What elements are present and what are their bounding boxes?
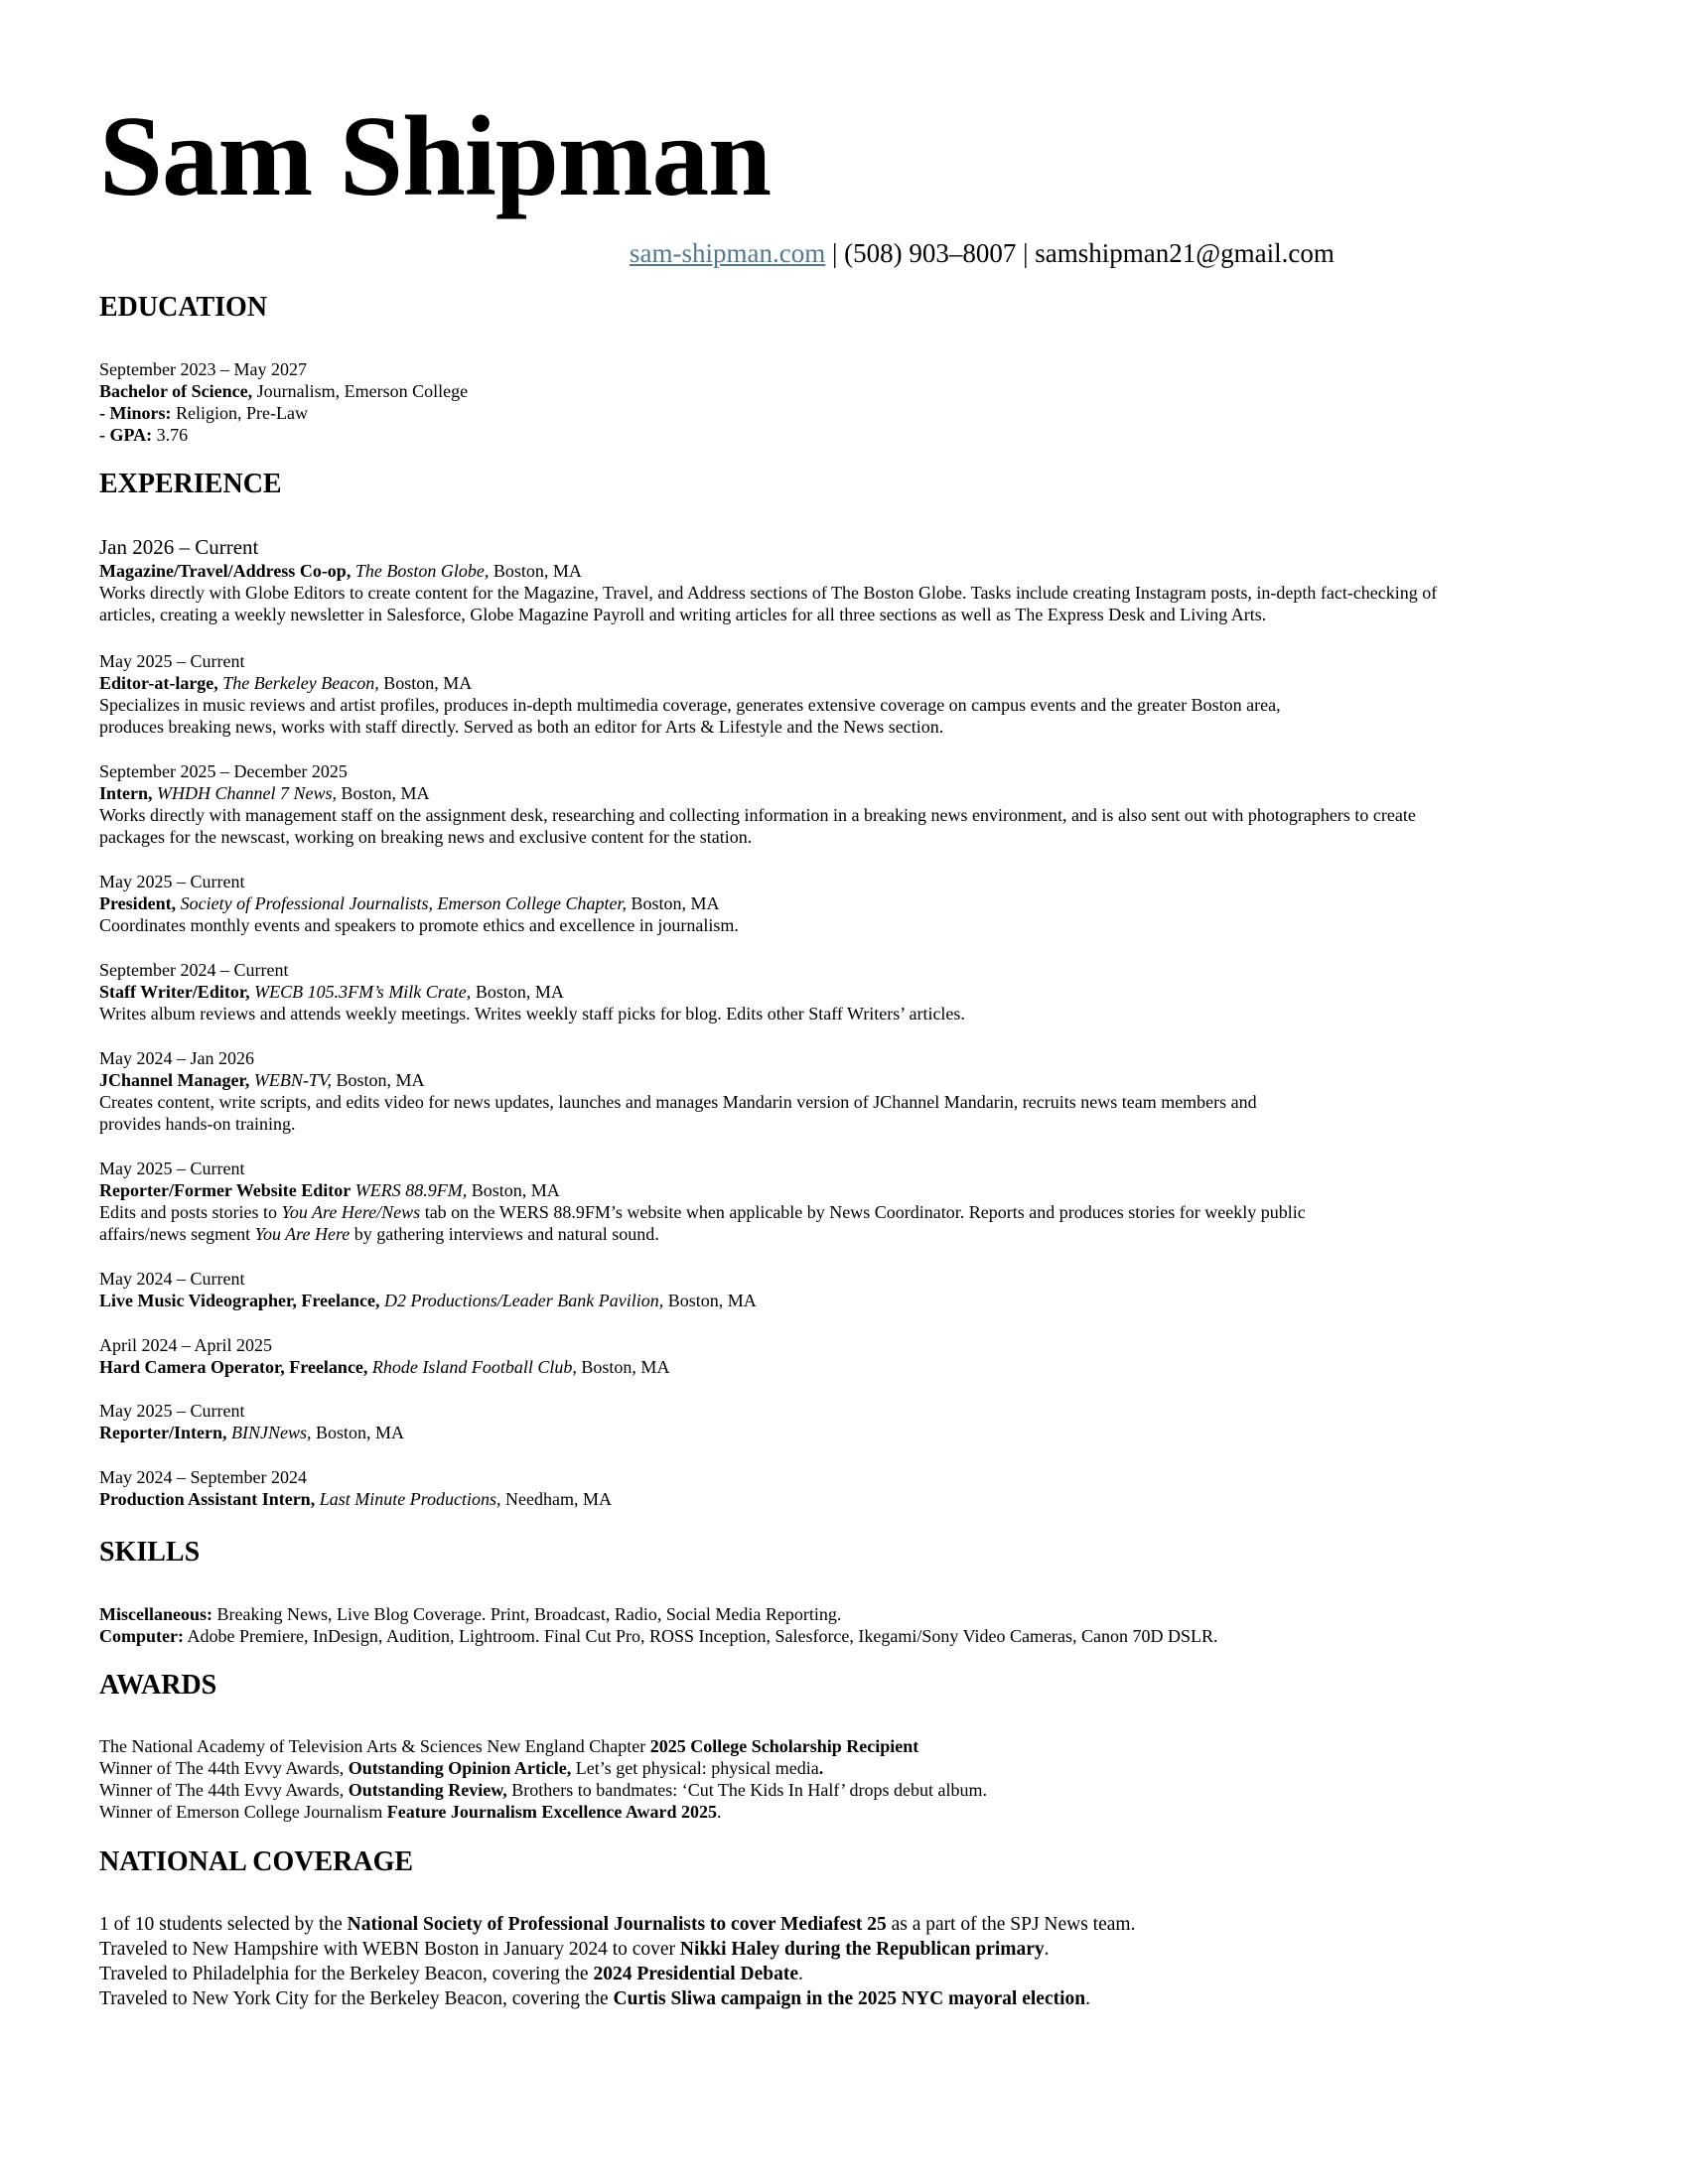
experience-title: Editor-at-large, The Berkeley Beacon, Boston, MA — [99, 673, 473, 693]
experience-item-jchannel — [99, 1047, 1589, 1135]
experience-desc: Specializes in music reviews and artist profiles, produces in-depth multimedia coverage, generates extensive coverage on campus events and the greater Boston area, — [99, 695, 1281, 715]
coverage-item: Traveled to New York City for the Berkeley Beacon, covering the Curtis Sliwa campaign in the 2025 NYC mayoral election. — [99, 1988, 1090, 2009]
separator: | — [1016, 238, 1036, 268]
award-item: Winner of The 44th Evvy Awards, Outstanding Opinion Article, Let’s get physical: physical media. — [99, 1758, 824, 1778]
experience-desc: Works directly with management staff on the assignment desk, researching and collecting information in a breaking news environment, and is also sent out with photographers to create — [99, 805, 1416, 825]
experience-date: September 2024 – Current — [99, 960, 289, 980]
experience-date: May 2024 – September 2024 — [99, 1467, 307, 1487]
experience-date: May 2025 – Current — [99, 1159, 245, 1178]
experience-title: President, Society of Professional Journalists, Emerson College Chapter, Boston, MA — [99, 893, 720, 913]
awards-list — [99, 1735, 1589, 1823]
experience-desc: produces breaking news, works with staff directly. Served as both an editor for Arts & Lifestyle and the News section. — [99, 717, 944, 737]
experience-item-spj — [99, 871, 1589, 936]
coverage-list — [99, 1912, 1589, 2011]
experience-item-wers — [99, 1158, 1589, 1245]
education-minors: - Minors: Religion, Pre-Law — [99, 403, 308, 423]
experience-heading: EXPERIENCE — [99, 469, 282, 499]
contact-line — [630, 236, 1335, 270]
awards-heading: AWARDS — [99, 1670, 217, 1701]
education-entry — [99, 358, 1589, 446]
experience-item-rifc — [99, 1334, 1589, 1378]
skills-computer: Computer: Adobe Premiere, InDesign, Audition, Lightroom. Final Cut Pro, ROSS Inception, Salesforce, Ikegami/Sony Video Cameras, Canon 70D DSLR. — [99, 1626, 1218, 1646]
experience-desc: Works directly with Globe Editors to create content for the Magazine, Travel, and Address sections of The Boston Globe. Tasks include creating Instagram posts, in-depth fact-checking of — [99, 583, 1438, 603]
experience-desc: Edits and posts stories to You Are Here/News tab on the WERS 88.9FM’s website when applicable by News Coordinator. Reports and produces stories for weekly public — [99, 1202, 1306, 1222]
award-item: The National Academy of Television Arts & Sciences New England Chapter 2025 College Scholarship Recipient — [99, 1736, 919, 1756]
phone-number: (508) 903–8007 — [844, 238, 1017, 268]
award-item: Winner of The 44th Evvy Awards, Outstanding Review, Brothers to bandmates: ‘Cut The Kids In Half’ drops debut album. — [99, 1780, 988, 1800]
award-item: Winner of Emerson College Journalism Feature Journalism Excellence Award 2025. — [99, 1802, 722, 1822]
experience-item-binj — [99, 1400, 1589, 1443]
experience-desc: Writes album reviews and attends weekly meetings. Writes weekly staff picks for blog. Edits other Staff Writers’ articles. — [99, 1004, 965, 1024]
experience-item-beacon — [99, 650, 1589, 738]
coverage-heading: NATIONAL COVERAGE — [99, 1846, 414, 1877]
skills-misc: Miscellaneous: Breaking News, Live Blog Coverage. Print, Broadcast, Radio, Social Media Reporting. — [99, 1604, 842, 1624]
education-gpa: - GPA: 3.76 — [99, 425, 189, 445]
separator: | — [825, 238, 845, 268]
coverage-item: Traveled to Philadelphia for the Berkeley Beacon, covering the 2024 Presidential Debate. — [99, 1964, 803, 1984]
experience-title: Staff Writer/Editor, WECB 105.3FM’s Milk Crate, Boston, MA — [99, 982, 564, 1002]
candidate-name: Sam Shipman — [99, 93, 772, 219]
experience-title: Production Assistant Intern, Last Minute Productions, Needham, MA — [99, 1489, 613, 1509]
education-degree: Bachelor of Science, Journalism, Emerson College — [99, 381, 469, 401]
experience-item-d2 — [99, 1268, 1589, 1311]
experience-date: Jan 2026 – Current — [99, 535, 259, 559]
experience-desc: Coordinates monthly events and speakers to promote ethics and excellence in journalism. — [99, 915, 739, 935]
experience-item-lmp — [99, 1466, 1589, 1510]
experience-desc: affairs/news segment You Are Here by gathering interviews and natural sound. — [99, 1224, 659, 1244]
experience-desc: provides hands-on training. — [99, 1114, 296, 1134]
experience-desc: Creates content, write scripts, and edits video for news updates, launches and manages Mandarin version of JChannel Mandarin, recruits news team members and — [99, 1092, 1257, 1112]
experience-item-wecb — [99, 959, 1589, 1024]
experience-date: May 2025 – Current — [99, 872, 245, 891]
email-address: samshipman21@gmail.com — [1035, 238, 1335, 268]
coverage-item: Traveled to New Hampshire with WEBN Boston in January 2024 to cover Nikki Haley during the Republican primary. — [99, 1939, 1050, 1960]
experience-desc: articles, creating a weekly newsletter in Salesforce, Globe Magazine Payroll and writing articles for all three sections as well as The Express Desk and Living Arts. — [99, 605, 1267, 624]
experience-date: May 2025 – Current — [99, 1401, 245, 1421]
experience-date: May 2024 – Jan 2026 — [99, 1048, 254, 1068]
experience-item-globe — [99, 534, 1589, 625]
experience-title: JChannel Manager, WEBN-TV, Boston, MA — [99, 1070, 425, 1090]
experience-title: Live Music Videographer, Freelance, D2 Productions/Leader Bank Pavilion, Boston, MA — [99, 1291, 757, 1310]
education-date: September 2023 – May 2027 — [99, 359, 307, 379]
experience-desc: packages for the newscast, working on breaking news and exclusive content for the station. — [99, 827, 753, 847]
experience-date: September 2025 – December 2025 — [99, 761, 348, 781]
skills-list — [99, 1603, 1589, 1647]
coverage-item: 1 of 10 students selected by the National Society of Professional Journalists to cover Mediafest 25 as a part of the SPJ News team. — [99, 1914, 1136, 1935]
education-heading: EDUCATION — [99, 292, 268, 323]
skills-heading: SKILLS — [99, 1537, 201, 1568]
experience-title: Intern, WHDH Channel 7 News, Boston, MA — [99, 783, 430, 803]
experience-title: Reporter/Intern, BINJNews, Boston, MA — [99, 1423, 404, 1442]
experience-date: May 2025 – Current — [99, 651, 245, 671]
experience-title: Hard Camera Operator, Freelance, Rhode Island Football Club, Boston, MA — [99, 1357, 670, 1377]
experience-title: Magazine/Travel/Address Co-op, The Boston Globe, Boston, MA — [99, 561, 582, 581]
experience-title: Reporter/Former Website Editor WERS 88.9FM, Boston, MA — [99, 1180, 560, 1200]
website-link[interactable]: sam-shipman.com — [630, 238, 826, 268]
experience-item-whdh — [99, 760, 1589, 848]
experience-date: April 2024 – April 2025 — [99, 1335, 272, 1355]
experience-date: May 2024 – Current — [99, 1269, 245, 1289]
